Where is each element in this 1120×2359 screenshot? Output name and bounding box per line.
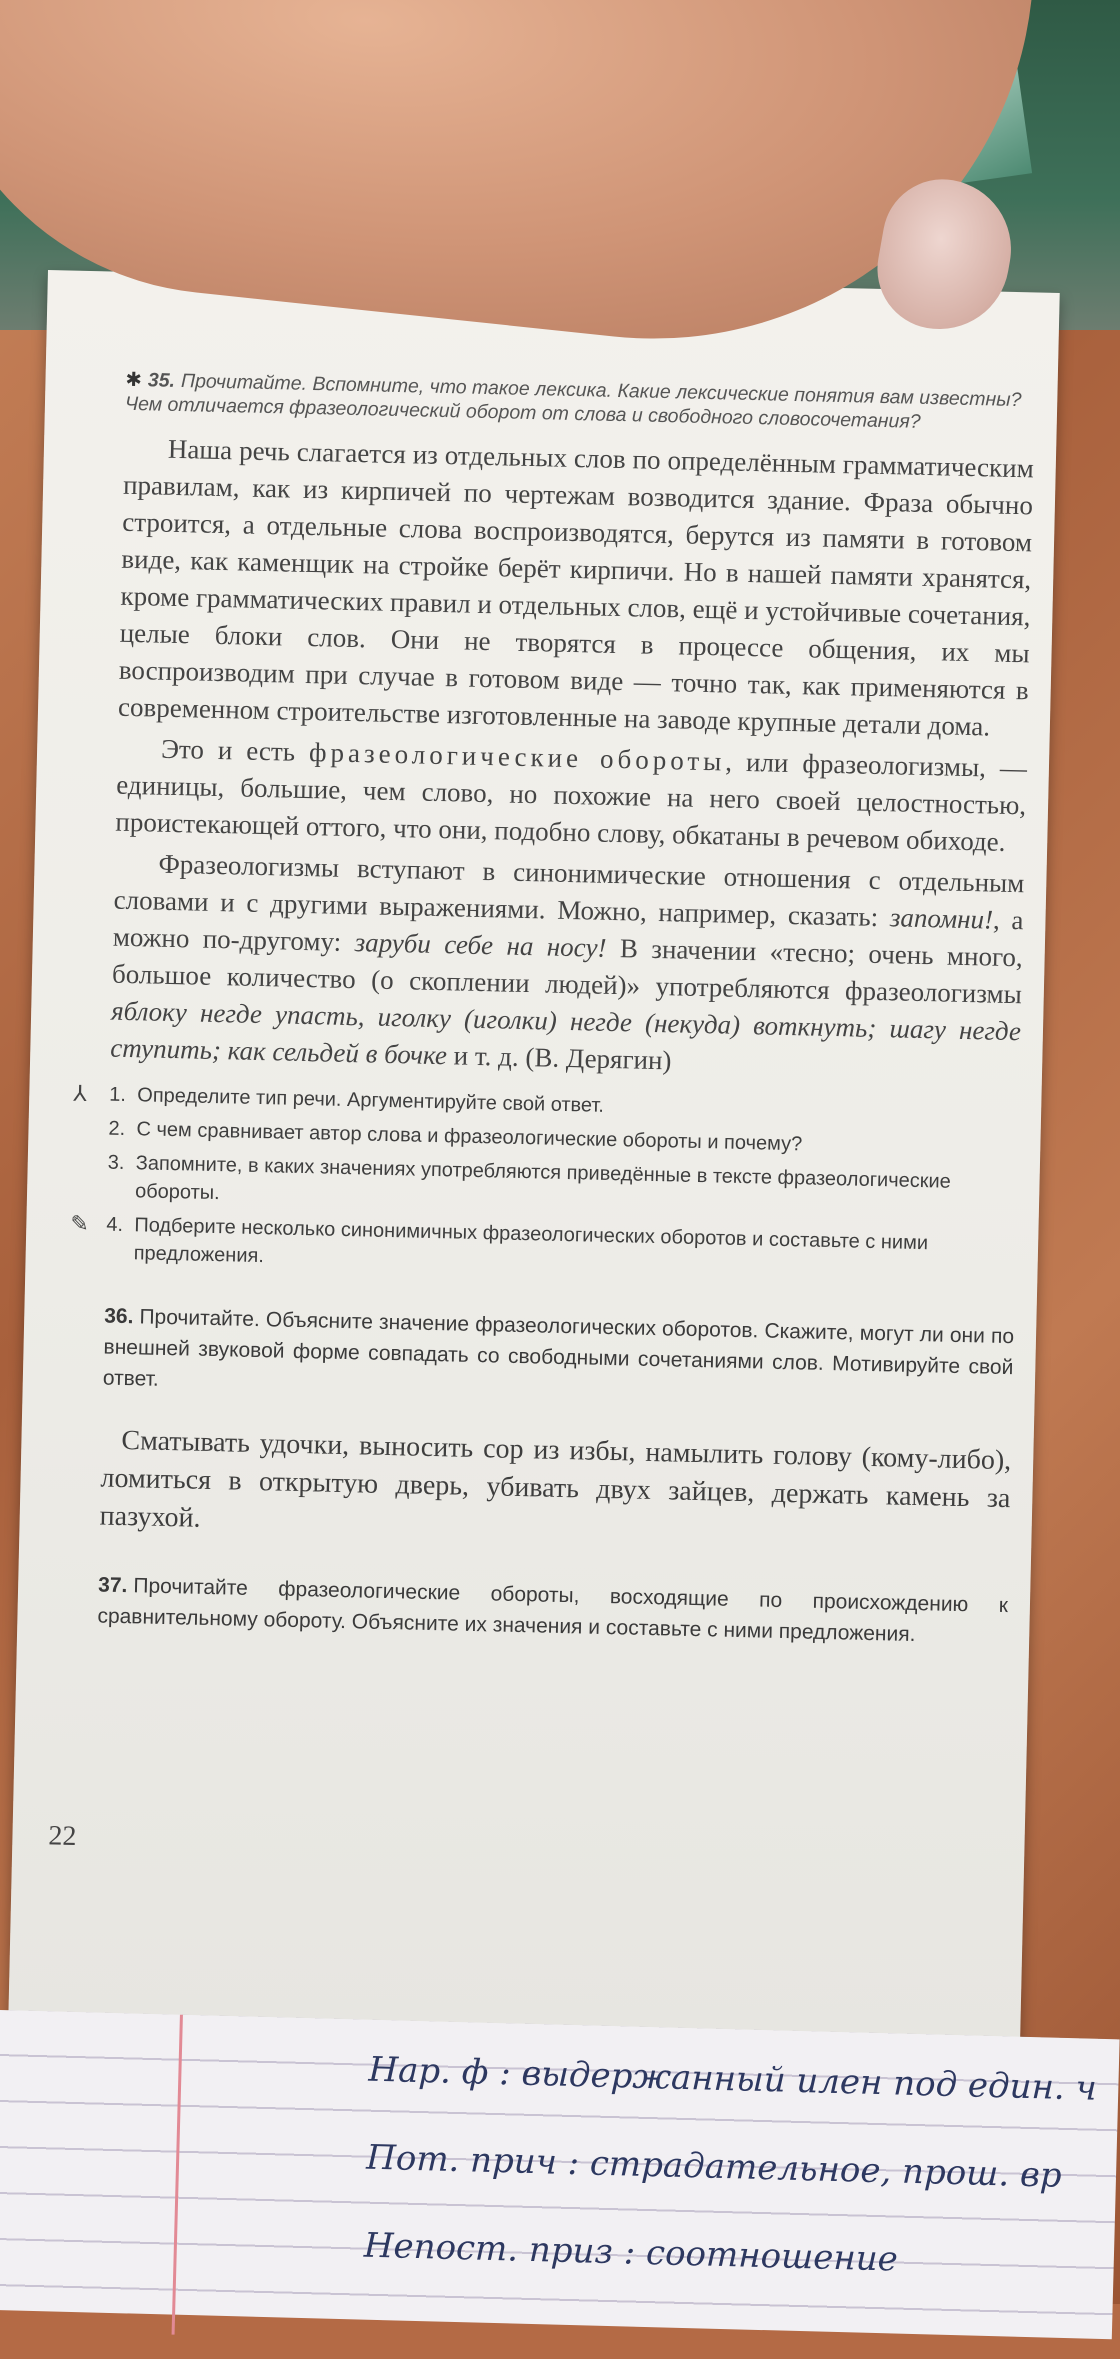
exercise-35-instruction: Прочитайте. Вспомните, что такое лексика. Какие лексические понятия вам известны? Чем отличается фразеологический оборот от слова и свободного словосочетания? — [124, 370, 1022, 433]
page-content — [70, 368, 1036, 1666]
p3-b: , а можно по-другому: — [112, 904, 1024, 957]
exercise-35-paragraph-1: Наша речь слагается из отдельных слов по определённым грамматическим правилам, как из кирпичей по чертежам возводится здание. Фраза обычно строится, а отдельные слова воспроизводятся, берутся из памяти в готовом виде, как каменщик на стройке берёт кирпичи. Но в нашей памяти хранятся, кроме грамматических правил и отдельных слов, ещё и устойчивые сочетания, целые блоки слов. Они не творятся в процессе общения, их мы воспроизводим при случае в готовом виде — точно так, как применяются в современном строительстве изготовленные на заводе крупные детали дома. — [117, 433, 1035, 742]
handwritten-line-2: Пот. прич : страдательное, прош. вр — [365, 2137, 1063, 2196]
exercise-36-examples: Сматывать удочки, выносить сор из избы, намылить голову (кому-либо), ломиться в открытую дверь, убивать двух зайцев, держать камень за пазухой. — [99, 1424, 1012, 1534]
exercise-37-instruction — [97, 1569, 1008, 1652]
task-number: 4. — [106, 1213, 124, 1236]
notebook-page — [0, 2010, 1120, 2339]
task-number: 2. — [108, 1117, 126, 1140]
p2-start: Это и есть — [160, 733, 296, 767]
exercise-36-instruction — [103, 1301, 1015, 1415]
exercise-35-tasks — [70, 1080, 1019, 1288]
task-text: Подберите несколько синонимичных фразеологических оборотов и составьте с ними предложения. — [133, 1214, 929, 1268]
exercise-36-number: 36. — [104, 1304, 134, 1329]
exercise-37-number: 37. — [97, 1573, 128, 1598]
task-text: Определите тип речи. Аргументируйте свой ответ. — [137, 1084, 605, 1117]
textbook-page — [8, 270, 1060, 2048]
exercise-35-header — [125, 368, 1036, 437]
task-number: 3. — [107, 1151, 125, 1174]
p2-rest: , или фразеологизмы, — единицы, большие, чем слово, но похожие на него своей целостностью, проистекающей оттого, что они, подобно слову, обкатаны в речевом обиходе. — [115, 746, 1028, 857]
star-icon: ✱ — [125, 368, 143, 392]
p3-italic-3: яблоку негде упасть, иголку (иголки) негде (некуда) воткнуть; шагу негде ступить; как сельдей в бочке — [110, 995, 1022, 1071]
p2-term: фразеологические обороты — [308, 737, 726, 777]
p3-italic-1: запомни! — [889, 902, 994, 935]
exercise-35-paragraph-2 — [115, 730, 1027, 862]
p3-a: Фразеологизмы вступают в синонимические отношения с отдельным словами и с другими выражениями. Можно, например, сказать: — [113, 848, 1025, 932]
exercise-36-text: Прочитайте. Объясните значение фразеологических оборотов. Скажите, могут ли они по внешней звуковой форме совпадать со свободными сочетаниями слов. Мотивируйте свой ответ. — [102, 1305, 1015, 1391]
handwritten-line-3: Непост. приз : соотношение — [363, 2225, 899, 2280]
pencil-scribble-icon: ✎ — [70, 1210, 90, 1237]
p3-c: В значении «тесно; очень много, большое количество (о скоплении людей)» употребляются фразеологизмы — [111, 933, 1024, 1010]
page-number: 22 — [48, 1820, 77, 1853]
exercise-37-text: Прочитайте фразеологические обороты, восходящие по происхождению к сравнительному обороту. Объясните их значения и составьте с ними предложения. — [97, 1574, 1009, 1647]
handwritten-line-1: Нар. ф : выдержанный илен под един. ч — [368, 2049, 1098, 2109]
exercise-35-paragraph-3 — [110, 845, 1025, 1088]
task-text: Запомните, в каких значениях употребляются приведённые в тексте фразеологические обороты. — [134, 1152, 952, 1205]
pencil-mark-icon: ⅄ — [73, 1080, 88, 1107]
task-number: 1. — [109, 1083, 127, 1106]
exercise-35-number: 35. — [147, 369, 176, 392]
p3-italic-2: заруби себе на носу! — [354, 927, 607, 963]
notebook-margin-line — [172, 2015, 183, 2335]
p3-d: и т. д. (В. Дерягин) — [453, 1040, 672, 1076]
task-text: С чем сравнивает автор слова и фразеологические обороты и почему? — [136, 1118, 803, 1156]
